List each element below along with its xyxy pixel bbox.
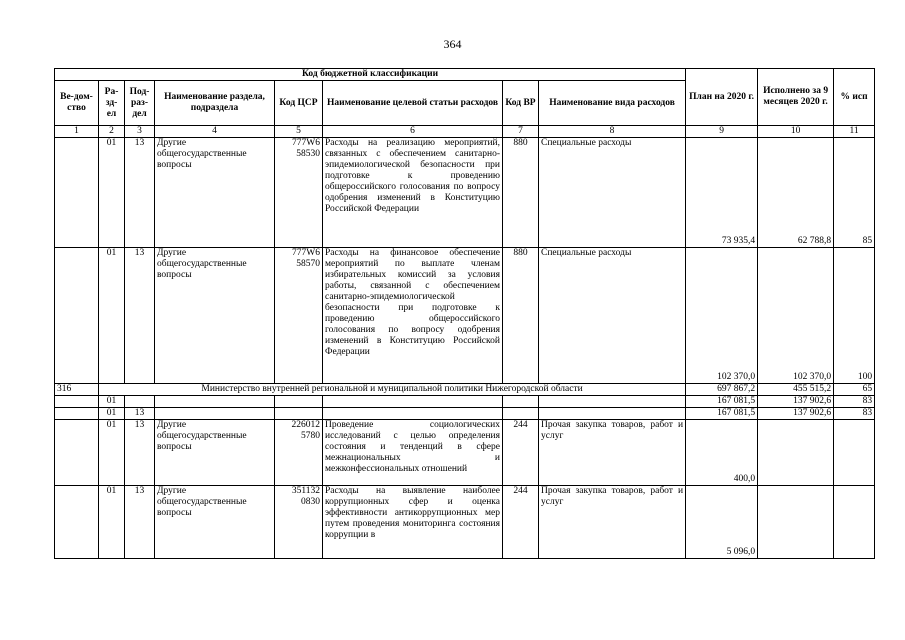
podrazdel-cell: 13 <box>125 138 155 248</box>
vr-header: Код ВР <box>503 81 539 126</box>
razdel-total-code: 01 <box>99 396 125 408</box>
razdel-header: Ра-зд-ел <box>99 81 125 126</box>
ministry-plan: 697 867,2 <box>686 384 758 396</box>
csr-cell: 777W6 58530 <box>275 138 323 248</box>
executed-cell: 62 788,8 <box>758 138 834 248</box>
podrazdel-total-plan: 167 081,5 <box>686 408 758 420</box>
purpose-header: Наименование целевой статьи расходов <box>323 81 503 126</box>
section-name-cell: Другие общегосударственные вопросы <box>155 248 275 384</box>
razdel-total-plan: 167 081,5 <box>686 396 758 408</box>
column-number: 3 <box>125 126 155 138</box>
ministry-code: 316 <box>55 384 99 396</box>
column-number: 11 <box>834 126 875 138</box>
column-number: 9 <box>686 126 758 138</box>
table-row <box>55 486 875 559</box>
vr-cell: 244 <box>503 486 539 559</box>
percent-header: % исп <box>834 69 875 126</box>
plan-cell: 5 096,0 <box>686 486 758 559</box>
column-number: 1 <box>55 126 99 138</box>
podrazdel-cell: 13 <box>125 486 155 559</box>
purpose-cell: Проведение социологических исследований с целью определения состояния и тенденций в сфере межнациональных и межконфессиональных отношений <box>323 420 503 486</box>
empty-cell <box>539 408 686 420</box>
razdel-cell: 01 <box>99 138 125 248</box>
executed-cell: 102 370,0 <box>758 248 834 384</box>
vedomstvo-header: Ве-дом-ство <box>55 81 99 126</box>
razdel-cell: 01 <box>99 248 125 384</box>
executed-cell <box>758 420 834 486</box>
header-group-row <box>55 69 875 81</box>
column-number: 2 <box>99 126 125 138</box>
section-name-cell: Другие общегосударственные вопросы <box>155 420 275 486</box>
page-number: 364 <box>443 37 462 51</box>
csr-cell: 777W6 58570 <box>275 248 323 384</box>
ministry-percent: 65 <box>834 384 875 396</box>
podrazdel-total-razdel: 01 <box>99 408 125 420</box>
percent-cell <box>834 486 875 559</box>
plan-cell: 73 935,4 <box>686 138 758 248</box>
expense-type-cell: Прочая закупка товаров, работ и услуг <box>539 420 686 486</box>
podrazdel-total-percent: 83 <box>834 408 875 420</box>
plan-header: План на 2020 г. <box>686 69 758 126</box>
csr-cell: 226012 5780 <box>275 420 323 486</box>
expense-type-cell: Специальные расходы <box>539 138 686 248</box>
executed-header: Исполнено за 9 месяцев 2020 г. <box>758 69 834 126</box>
section-name-cell: Другие общегосударственные вопросы <box>155 138 275 248</box>
column-number: 8 <box>539 126 686 138</box>
vedomstvo-cell <box>55 138 99 248</box>
plan-cell: 102 370,0 <box>686 248 758 384</box>
column-number-row <box>55 126 875 138</box>
section-name-cell: Другие общегосударственные вопросы <box>155 486 275 559</box>
purpose-cell: Расходы на выявление наиболее коррупционных сфер и оценка эффективности антикоррупционных мер путем проведения мониторинга состояния коррупции в <box>323 486 503 559</box>
vedomstvo-cell <box>55 420 99 486</box>
expense-type-header: Наименование вида расходов <box>539 81 686 126</box>
column-number: 7 <box>503 126 539 138</box>
empty-cell <box>503 396 539 408</box>
table-row <box>55 420 875 486</box>
vedomstvo-cell <box>55 486 99 559</box>
csr-header: Код ЦСР <box>275 81 323 126</box>
executed-cell <box>758 486 834 559</box>
percent-cell: 85 <box>834 138 875 248</box>
empty-cell <box>539 396 686 408</box>
budget-table <box>54 68 875 559</box>
csr-cell: 351132 0830 <box>275 486 323 559</box>
column-number: 5 <box>275 126 323 138</box>
empty-cell <box>55 408 99 420</box>
empty-cell <box>275 408 323 420</box>
razdel-total-row <box>55 396 875 408</box>
razdel-cell: 01 <box>99 486 125 559</box>
podrazdel-total-row <box>55 408 875 420</box>
empty-cell <box>155 396 275 408</box>
razdel-cell: 01 <box>99 420 125 486</box>
empty-cell <box>55 396 99 408</box>
table-row <box>55 248 875 384</box>
expense-type-cell: Специальные расходы <box>539 248 686 384</box>
column-number: 4 <box>155 126 275 138</box>
podrazdel-total-code: 13 <box>125 408 155 420</box>
vr-cell: 880 <box>503 248 539 384</box>
razdel-total-percent: 83 <box>834 396 875 408</box>
purpose-cell: Расходы на финансовое обеспечение мероприятий по выплате членам избирательных комиссий за условия работы, связанной с обеспечением санитарно-эпидемиологической безопасности при подготовке к проведению общероссийского голосования по вопросу одобрения изменений в Конституцию Российской Федерации <box>323 248 503 384</box>
podrazdel-total-executed: 137 902,6 <box>758 408 834 420</box>
vr-cell: 880 <box>503 138 539 248</box>
section-name-header: Наименование раздела, подраздела <box>155 81 275 126</box>
column-number: 6 <box>323 126 503 138</box>
percent-cell <box>834 420 875 486</box>
empty-cell <box>323 408 503 420</box>
empty-cell <box>323 396 503 408</box>
percent-cell: 100 <box>834 248 875 384</box>
ministry-row <box>55 384 875 396</box>
purpose-cell: Расходы на реализацию мероприятий, связанных с обеспечением санитарно-эпидемиологической безопасности при подготовке к проведению общероссийского голосования по вопросу одобрения изменений в Конституцию Российской Федерации <box>323 138 503 248</box>
table-row <box>55 138 875 248</box>
vedomstvo-cell <box>55 248 99 384</box>
podrazdel-cell: 13 <box>125 248 155 384</box>
empty-cell <box>125 396 155 408</box>
ministry-executed: 455 515,2 <box>758 384 834 396</box>
empty-cell <box>155 408 275 420</box>
podrazdel-header: Под-раз-дел <box>125 81 155 126</box>
empty-cell <box>503 408 539 420</box>
expense-type-cell: Прочая закупка товаров, работ и услуг <box>539 486 686 559</box>
podrazdel-cell: 13 <box>125 420 155 486</box>
vr-cell: 244 <box>503 420 539 486</box>
column-number: 10 <box>758 126 834 138</box>
plan-cell: 400,0 <box>686 420 758 486</box>
empty-cell <box>275 396 323 408</box>
classification-group-header: Код бюджетной классификации <box>55 69 686 81</box>
razdel-total-executed: 137 902,6 <box>758 396 834 408</box>
ministry-name: Министерство внутренней региональной и муниципальной политики Нижегородской области <box>99 384 686 396</box>
